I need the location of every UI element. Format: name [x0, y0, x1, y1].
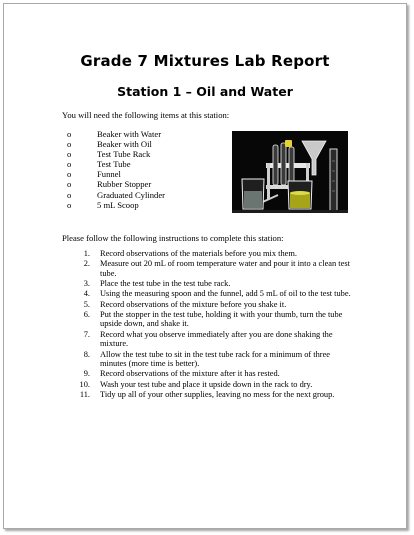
list-item: o Rubber Stopper	[67, 179, 152, 190]
bullet-icon: o	[67, 199, 72, 210]
list-item: o Test Tube	[67, 159, 131, 170]
list-item: o Beaker with Oil	[67, 139, 152, 150]
bullet-icon: o	[67, 139, 72, 150]
list-item: 10. Wash your test tube and place it upside down in the rack to dry.	[79, 379, 313, 389]
list-item: 3. Place the test tube in the test tube rack.	[83, 279, 231, 289]
list-item: 7. Record what you observe immediately after you are done shaking the mixture.	[83, 329, 333, 349]
list-item: 1. Record observations of the materials before you mix them.	[83, 249, 297, 258]
station-subtitle: Station 1 – Oil and Water	[117, 84, 293, 99]
page-title: Grade 7 Mixtures Lab Report	[80, 52, 330, 70]
list-item: o Graduated Cylinder	[67, 189, 166, 200]
list-item: o Beaker with Water	[67, 129, 162, 139]
list-item: 11. Tidy up all of your other supplies, leaving no mess for the next group.	[79, 389, 335, 399]
list-item: 5. Record observations of the mixture before you shake it.	[83, 299, 287, 309]
instructions-intro: Please follow the following instructions to complete this station:	[62, 233, 284, 243]
list-item: o 5 mL Scoop	[67, 199, 139, 210]
list-item: o Funnel	[67, 169, 121, 180]
bullet-icon: o	[67, 169, 72, 180]
bullet-icon: o	[67, 179, 72, 190]
list-item: 4. Using the measuring spoon and the funnel, add 5 mL of oil to the test tube.	[83, 289, 351, 299]
bullet-icon: o	[67, 129, 72, 139]
bullet-icon: o	[67, 149, 72, 160]
list-item: 6. Put the stopper in the test tube, holding it with your thumb, turn the tube upside down, and shake it.	[83, 309, 343, 329]
materials-list	[67, 129, 165, 210]
bullet-icon: o	[67, 189, 72, 200]
list-item: 8. Allow the test tube to sit in the test tube rack for a minimum of three minutes (more time is better).	[83, 349, 331, 369]
bullet-icon: o	[67, 159, 72, 170]
list-item: 2. Measure out 20 mL of room temperature water and pour it into a clean test tube.	[83, 259, 350, 278]
lab-equipment-photo	[232, 131, 348, 213]
list-item: o Test Tube Rack	[67, 149, 151, 160]
document-page	[3, 3, 407, 529]
list-item: 9. Record observations of the mixture after it has rested.	[83, 369, 280, 379]
instructions-list	[66, 249, 358, 400]
materials-intro: You will need the following items at this station:	[62, 110, 230, 120]
lab-equipment-illustration	[232, 131, 348, 213]
